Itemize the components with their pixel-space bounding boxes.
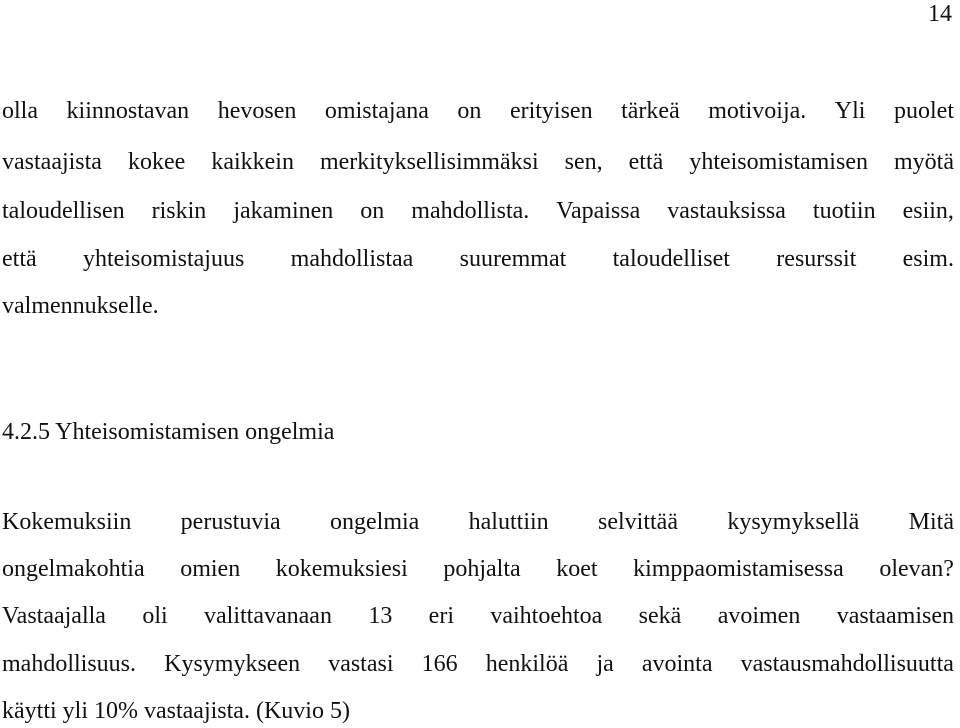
- word: vastaajista: [2, 149, 102, 175]
- word: Vapaissa: [556, 198, 641, 224]
- word: vastaamisen: [836, 603, 954, 629]
- word: sekä: [638, 603, 682, 629]
- word: mahdollisuus.: [2, 651, 137, 677]
- word: suuremmat: [459, 246, 567, 272]
- paragraph-line: [2, 555, 954, 583]
- word: riskin: [151, 198, 207, 224]
- word: kokemuksiesi: [275, 556, 408, 582]
- word: pohjalta: [443, 556, 521, 582]
- word: 166: [421, 651, 458, 677]
- paragraph-line: [2, 245, 954, 273]
- word: että: [2, 246, 37, 272]
- word: koet: [556, 556, 598, 582]
- word: taloudellisen: [2, 198, 125, 224]
- word: mahdollistaa: [290, 246, 414, 272]
- word: kiinnostavan: [66, 98, 190, 124]
- word: kokee: [127, 149, 186, 175]
- word: yhteisomistajuus: [82, 246, 245, 272]
- word: ja: [596, 651, 614, 677]
- word: mahdollista.: [411, 198, 530, 224]
- paragraph-line: [2, 148, 954, 176]
- word: eri: [428, 603, 454, 629]
- paragraph-line: [2, 97, 954, 125]
- word: ongelmakohtia: [2, 556, 145, 582]
- word: ongelmia: [330, 509, 420, 535]
- word: avoimen: [717, 603, 801, 629]
- word: erityisen: [509, 98, 593, 124]
- word: merkityksellisimmäksi: [319, 149, 539, 175]
- word: 13: [368, 603, 393, 629]
- word: sen,: [564, 149, 603, 175]
- word: haluttiin: [468, 509, 549, 535]
- word: vastasi: [328, 651, 394, 677]
- word: kaikkein: [211, 149, 294, 175]
- word: henkilöä: [485, 651, 569, 677]
- word: Vastaajalla: [2, 603, 106, 629]
- word: hevosen: [217, 98, 297, 124]
- word: vastauksissa: [667, 198, 786, 224]
- word: oli: [142, 603, 168, 629]
- paragraph-line: [2, 508, 954, 536]
- paragraph-line: [2, 602, 954, 630]
- word: avointa: [641, 651, 713, 677]
- word: resurssit: [776, 246, 857, 272]
- word: olevan?: [879, 556, 954, 582]
- word: Kokemuksiin: [2, 509, 132, 535]
- word: tärkeä: [621, 98, 680, 124]
- word: on: [457, 98, 482, 124]
- paragraph-line: valmennukselle.: [2, 293, 159, 319]
- word: kysymyksellä: [727, 509, 860, 535]
- word: vaihtoehtoa: [490, 603, 603, 629]
- word: Mitä: [908, 509, 954, 535]
- word: selvittää: [598, 509, 678, 535]
- paragraph-line: [2, 650, 954, 678]
- word: että: [628, 149, 664, 175]
- word: yhteisomistamisen: [689, 149, 868, 175]
- section-heading: 4.2.5 Yhteisomistamisen ongelmia: [2, 419, 335, 445]
- word: jakaminen: [233, 198, 334, 224]
- word: motivoija.: [708, 98, 807, 124]
- word: valittavanaan: [204, 603, 332, 629]
- word: kimppaomistamisessa: [633, 556, 844, 582]
- word: vastausmahdollisuutta: [740, 651, 954, 677]
- paragraph-line: käytti yli 10% vastaajista. (Kuvio 5): [2, 698, 350, 724]
- word: tuotiin: [812, 198, 876, 224]
- page-number: 14: [928, 1, 952, 27]
- word: myötä: [893, 149, 954, 175]
- word: on: [360, 198, 385, 224]
- word: taloudelliset: [612, 246, 730, 272]
- word: omistajana: [324, 98, 429, 124]
- paragraph-line: [2, 197, 954, 225]
- word: perustuvia: [180, 509, 281, 535]
- word: esim.: [902, 246, 954, 272]
- word: puolet: [894, 98, 954, 124]
- word: Kysymykseen: [164, 651, 301, 677]
- word: omien: [180, 556, 241, 582]
- word: esiin,: [902, 198, 954, 224]
- word: Yli: [834, 98, 866, 124]
- word: olla: [2, 98, 38, 124]
